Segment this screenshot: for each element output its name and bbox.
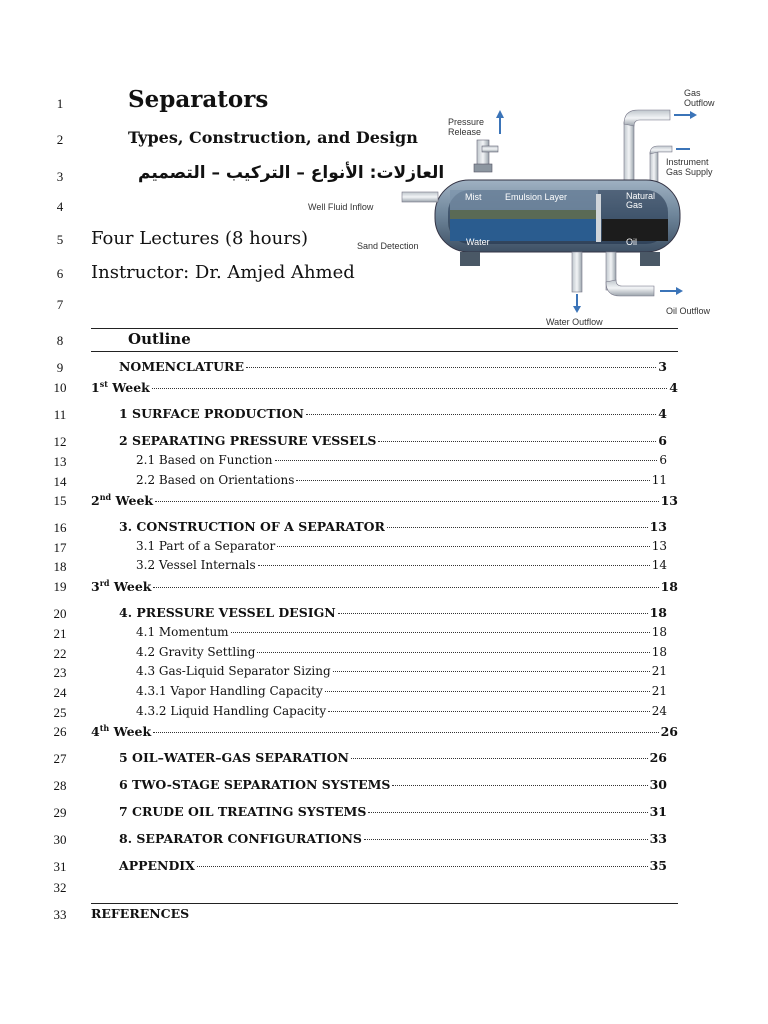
line-number: 33	[53, 907, 67, 922]
label-water-outflow: Water Outflow	[546, 317, 603, 327]
label-instrument-gas-1: Instrument	[666, 157, 709, 167]
toc-entry-week-1[interactable]: 1st Week 4	[91, 379, 678, 396]
toc-entry-based-on-orientations[interactable]: 2.2 Based on Orientations 11	[136, 473, 667, 487]
label-pressure-release-1: Pressure	[448, 117, 485, 127]
toc-entry-part-of-separator[interactable]: 3.1 Part of a Separator 13	[136, 539, 667, 553]
label-oil-outflow: Oil Outflow	[666, 306, 711, 316]
line-number: 26	[53, 724, 67, 739]
toc-entry-nomenclature[interactable]: NOMENCLATURE 3	[119, 359, 667, 374]
separator-diagram	[300, 82, 740, 332]
label-well-fluid-inflow: Well Fluid Inflow	[308, 202, 374, 212]
toc-entry-crude-oil-treating[interactable]: 7 CRUDE OIL TREATING SYSTEMS 31	[119, 804, 667, 819]
line-number: 16	[53, 520, 67, 535]
toc-entry-separator-configurations[interactable]: 8. SEPARATOR CONFIGURATIONS 33	[119, 831, 667, 846]
line-number: 18	[53, 559, 67, 574]
outline-heading: Outline	[128, 330, 191, 348]
line-number: 27	[53, 751, 67, 766]
line-number: 1	[56, 96, 64, 111]
line-number: 15	[53, 493, 67, 508]
toc-entry-week-3[interactable]: 3rd Week 18	[91, 578, 678, 595]
toc-entry-two-stage[interactable]: 6 TWO-STAGE SEPARATION SYSTEMS 30	[119, 777, 667, 792]
line-number: 17	[53, 540, 67, 555]
label-gas-outflow-2: Outflow	[684, 98, 715, 108]
toc-entry-gas-liquid-sizing[interactable]: 4.3 Gas-Liquid Separator Sizing 21	[136, 664, 667, 678]
line-number: 3	[56, 169, 64, 184]
line-number: 10	[53, 380, 67, 395]
toc-entry-momentum[interactable]: 4.1 Momentum 18	[136, 625, 667, 639]
line-number: 11	[53, 407, 67, 422]
line-number: 28	[53, 778, 67, 793]
toc-entry-surface-production[interactable]: 1 SURFACE PRODUCTION 4	[119, 406, 667, 421]
label-gas-outflow-1: Gas	[684, 88, 701, 98]
toc-entry-week-2[interactable]: 2nd Week 13	[91, 492, 678, 509]
line-number: 8	[56, 333, 64, 348]
outline-top-rule	[91, 328, 678, 329]
document-subtitle: Types, Construction, and Design	[128, 128, 418, 147]
references-rule	[91, 903, 678, 904]
label-natural-gas-1: Natural	[626, 191, 656, 201]
line-number: 21	[53, 626, 67, 641]
well-fluid-inflow-pipe	[402, 192, 438, 202]
toc-entry-week-4[interactable]: 4th Week 26	[91, 723, 678, 740]
instructor-info: Instructor: Dr. Amjed Ahmed	[91, 262, 355, 283]
references-heading: REFERENCES	[91, 906, 190, 921]
line-number: 23	[53, 665, 67, 680]
label-oil: Oil	[626, 237, 637, 247]
toc-entry-based-on-function[interactable]: 2.1 Based on Function 6	[136, 453, 667, 467]
toc-entry-gravity-settling[interactable]: 4.2 Gravity Settling 18	[136, 645, 667, 659]
line-number: 14	[53, 474, 67, 489]
toc-entry-separating-pressure-vessels[interactable]: 2 SEPARATING PRESSURE VESSELS 6	[119, 433, 667, 448]
toc-entry-oil-water-gas[interactable]: 5 OIL–WATER–GAS SEPARATION 26	[119, 750, 667, 765]
line-number: 13	[53, 454, 67, 469]
label-sand-detection: Sand Detection	[357, 241, 419, 251]
line-number: 2	[56, 132, 64, 147]
label-pressure-release-2: Release	[448, 127, 482, 137]
line-number: 32	[53, 880, 67, 895]
label-mist: Mist	[465, 192, 482, 202]
line-number: 20	[53, 606, 67, 621]
water-outflow-pipe	[572, 252, 582, 313]
line-number: 30	[53, 832, 67, 847]
label-water: Water	[466, 237, 490, 247]
toc-entry-vessel-internals[interactable]: 3.2 Vessel Internals 14	[136, 558, 667, 572]
line-number: 9	[56, 360, 64, 375]
line-number: 4	[56, 199, 64, 214]
toc-entry-pressure-vessel-design[interactable]: 4. PRESSURE VESSEL DESIGN 18	[119, 605, 667, 620]
line-number: 25	[53, 705, 67, 720]
arabic-subtitle: العازلات: الأنواع – التركيب – التصميم	[138, 163, 445, 183]
toc-entry-liquid-handling[interactable]: 4.3.2 Liquid Handling Capacity 24	[136, 704, 667, 718]
outline-bottom-rule	[91, 351, 678, 352]
line-number: 7	[56, 297, 64, 312]
line-number: 22	[53, 646, 67, 661]
line-number: 31	[53, 859, 67, 874]
line-number: 29	[53, 805, 67, 820]
label-instrument-gas-2: Gas Supply	[666, 167, 713, 177]
label-natural-gas-2: Gas	[626, 200, 643, 210]
toc-entry-vapor-handling[interactable]: 4.3.1 Vapor Handling Capacity 21	[136, 684, 667, 698]
line-number: 19	[53, 579, 67, 594]
line-number: 24	[53, 685, 67, 700]
toc-entry-construction-of-separator[interactable]: 3. CONSTRUCTION OF A SEPARATOR 13	[119, 519, 667, 534]
toc-entry-appendix[interactable]: APPENDIX 35	[119, 858, 667, 873]
document-title: Separators	[128, 86, 269, 113]
lectures-info: Four Lectures (8 hours)	[91, 228, 309, 249]
label-emulsion-layer: Emulsion Layer	[505, 192, 568, 202]
line-number: 6	[56, 266, 64, 281]
line-number: 5	[56, 232, 64, 247]
line-number: 12	[53, 434, 67, 449]
